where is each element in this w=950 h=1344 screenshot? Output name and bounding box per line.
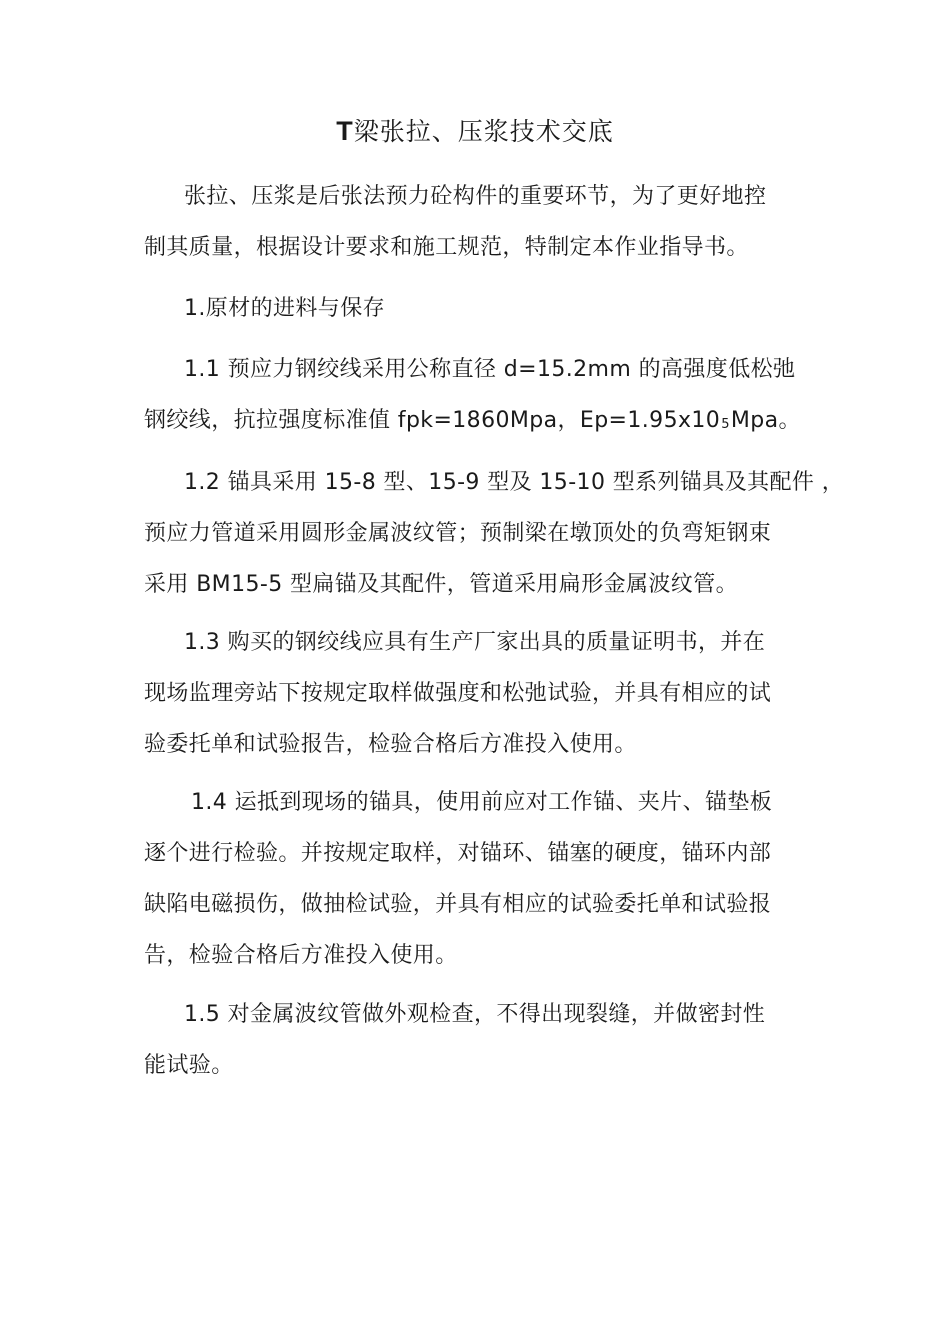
paragraph-1-4-line-1: 1.4 运抵到现场的锚具，使用前应对工作锚、夹片、锚垫板 xyxy=(191,790,773,815)
paragraph-1-4-line-2: 逐个进行检验。并按规定取样，对锚环、锚塞的硬度，锚环内部 xyxy=(144,841,772,866)
paragraph-1-5 xyxy=(144,989,824,1091)
paragraph-1-1-line-1: 1.1 预应力钢绞线采用公称直径 d=15.2mm 的高强度低松弛 xyxy=(184,357,796,382)
paragraph-1-1-line-2-text: 钢绞线，抗拉强度标准值 fpk=1860Mpa，Ep=1.95x10 xyxy=(144,408,721,433)
intro-line-1: 张拉、压浆是后张法预力砼构件的重要环节，为了更好地控 xyxy=(184,184,767,209)
paragraph-1-2-line-2: 预应力管道采用圆形金属波纹管；预制梁在墩顶处的负弯矩钢束 xyxy=(144,521,772,546)
paragraph-1-3-line-3: 验委托单和试验报告，检验合格后方准投入使用。 xyxy=(144,732,637,757)
paragraph-1-2-line-1: 1.2 锚具采用 15-8 型、15-9 型及 15-10 型系列锚具及其配件 ， xyxy=(184,470,845,495)
paragraph-1-1-line-2 xyxy=(144,395,824,446)
title-letter: T xyxy=(336,116,354,146)
paragraph-1-3-line-1: 1.3 购买的钢绞线应具有生产厂家出具的质量证明书，并在 xyxy=(184,630,766,655)
paragraph-1-3-line-2: 现场监理旁站下按规定取样做强度和松弛试验，并具有相应的试 xyxy=(144,681,772,706)
document-title xyxy=(0,112,950,151)
exponent: 5 xyxy=(721,417,730,432)
intro-paragraph xyxy=(144,171,824,273)
intro-line-2: 制其质量，根据设计要求和施工规范，特制定本作业指导书。 xyxy=(144,235,749,260)
paragraph-1-4-line-4: 告，检验合格后方准投入使用。 xyxy=(144,943,458,968)
section-1-heading xyxy=(144,283,824,334)
paragraph-1-2-line-3: 采用 BM15-5 型扁锚及其配件，管道采用扁形金属波纹管。 xyxy=(144,572,738,597)
paragraph-1-2 xyxy=(144,457,845,610)
title-text: 梁张拉、压浆技术交底 xyxy=(353,117,614,146)
paragraph-1-1-line-2-unit: Mpa。 xyxy=(730,408,801,433)
section-1-heading-text: 1.原材的进料与保存 xyxy=(184,296,385,321)
paragraph-1-4 xyxy=(144,777,824,981)
paragraph-1-5-line-1: 1.5 对金属波纹管做外观检查，不得出现裂缝，并做密封性 xyxy=(184,1002,766,1027)
paragraph-1-4-line-3: 缺陷电磁损伤，做抽检试验，并具有相应的试验委托单和试验报 xyxy=(144,892,772,917)
paragraph-1-5-line-2: 能试验。 xyxy=(144,1053,234,1078)
paragraph-1-3 xyxy=(144,617,824,770)
paragraph-1-1 xyxy=(144,344,824,446)
